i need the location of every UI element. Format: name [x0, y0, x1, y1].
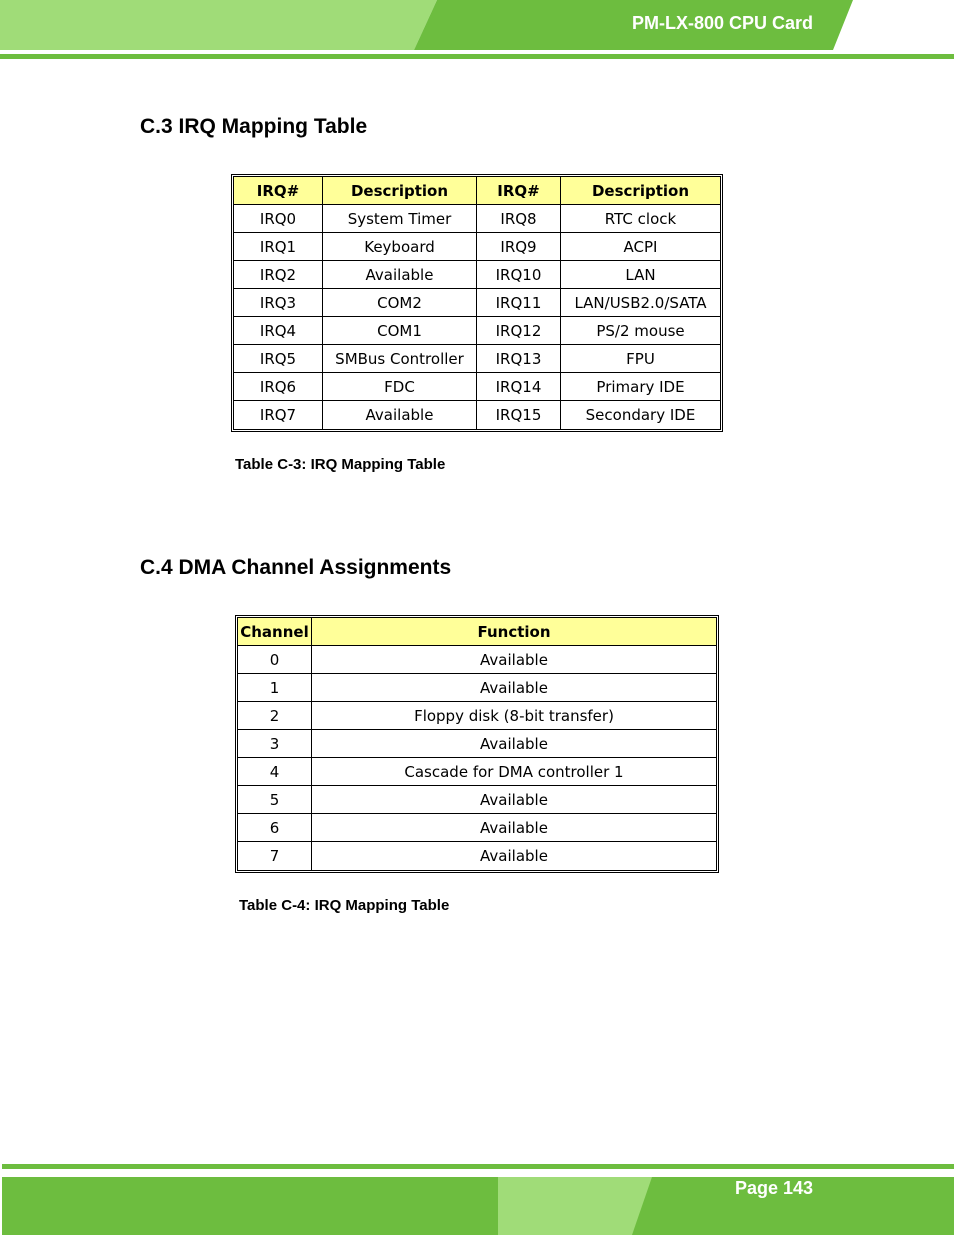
dma-table-caption: Table C-4: IRQ Mapping Table — [239, 897, 450, 914]
table-row — [238, 674, 716, 702]
table-cell: Available — [323, 261, 477, 289]
table-cell: System Timer — [323, 205, 477, 233]
table-row — [234, 233, 720, 261]
table-cell: IRQ15 — [477, 401, 561, 429]
table-cell: IRQ7 — [234, 401, 323, 429]
table-row — [234, 373, 720, 401]
table-row — [234, 317, 720, 345]
irq-section-heading: C.3 IRQ Mapping Table — [140, 115, 368, 138]
table-cell: LAN/USB2.0/SATA — [561, 289, 720, 317]
table-row — [238, 786, 716, 814]
table-cell: Available — [312, 814, 716, 842]
table-row — [238, 646, 716, 674]
irq-table-caption: Table C-3: IRQ Mapping Table — [235, 456, 446, 473]
table-cell: RTC clock — [561, 205, 720, 233]
table-header-row — [234, 177, 720, 205]
table-cell: 4 — [238, 758, 312, 786]
page-number: Page 143 — [734, 1178, 813, 1198]
table-cell: Available — [312, 646, 716, 674]
table-cell: Floppy disk (8-bit transfer) — [312, 702, 716, 730]
irq-mapping-table — [231, 174, 723, 432]
table-row — [238, 758, 716, 786]
table-cell: 6 — [238, 814, 312, 842]
column-header: Description — [561, 177, 720, 205]
table-cell: Primary IDE — [561, 373, 720, 401]
table-row — [234, 345, 720, 373]
table-cell: Available — [312, 730, 716, 758]
table-cell: IRQ2 — [234, 261, 323, 289]
table-cell: IRQ13 — [477, 345, 561, 373]
table-cell: IRQ11 — [477, 289, 561, 317]
table-row — [238, 730, 716, 758]
table-cell: FDC — [323, 373, 477, 401]
table-cell: IRQ8 — [477, 205, 561, 233]
table-cell: 7 — [238, 842, 312, 870]
table-cell: LAN — [561, 261, 720, 289]
table-row — [238, 842, 716, 870]
table-cell: IRQ0 — [234, 205, 323, 233]
table-cell: Available — [312, 674, 716, 702]
column-header: IRQ# — [234, 177, 323, 205]
table-cell: Keyboard — [323, 233, 477, 261]
table-cell: SMBus Controller — [323, 345, 477, 373]
dma-section-heading: C.4 DMA Channel Assignments — [140, 556, 452, 579]
table-cell: Secondary IDE — [585, 406, 696, 424]
table-cell: IRQ14 — [477, 373, 561, 401]
table-cell: 3 — [238, 730, 312, 758]
table-cell: IRQ10 — [477, 261, 561, 289]
table-cell: IRQ12 — [477, 317, 561, 345]
table-row — [234, 261, 720, 289]
table-cell: IRQ3 — [234, 289, 323, 317]
table-cell: COM1 — [323, 317, 477, 345]
table-cell: IRQ5 — [234, 345, 323, 373]
table-cell: Cascade for DMA controller 1 — [312, 758, 716, 786]
dma-channel-table — [235, 615, 719, 873]
table-cell: PS/2 mouse — [561, 317, 720, 345]
table-cell: IRQ4 — [234, 317, 323, 345]
table-row — [238, 814, 716, 842]
column-header: Channel — [238, 618, 312, 646]
table-cell: 5 — [238, 786, 312, 814]
table-row — [234, 401, 720, 429]
table-cell: IRQ9 — [477, 233, 561, 261]
table-cell: 2 — [238, 702, 312, 730]
table-row — [238, 702, 716, 730]
table-row — [234, 205, 720, 233]
table-cell: COM2 — [323, 289, 477, 317]
column-header: Function — [312, 618, 716, 646]
table-cell: FPU — [561, 345, 720, 373]
column-header: IRQ# — [477, 177, 561, 205]
table-cell: ACPI — [561, 233, 720, 261]
table-cell: 1 — [238, 674, 312, 702]
table-cell: Available — [480, 847, 548, 865]
table-cell: IRQ6 — [234, 373, 323, 401]
column-header: Description — [323, 177, 477, 205]
table-cell: 0 — [238, 646, 312, 674]
table-header-row — [238, 618, 716, 646]
table-cell: IRQ1 — [234, 233, 323, 261]
table-cell: Available — [312, 786, 716, 814]
document-title: PM-LX-800 CPU Card — [631, 13, 813, 33]
table-cell: Available — [323, 401, 477, 429]
table-row — [234, 289, 720, 317]
